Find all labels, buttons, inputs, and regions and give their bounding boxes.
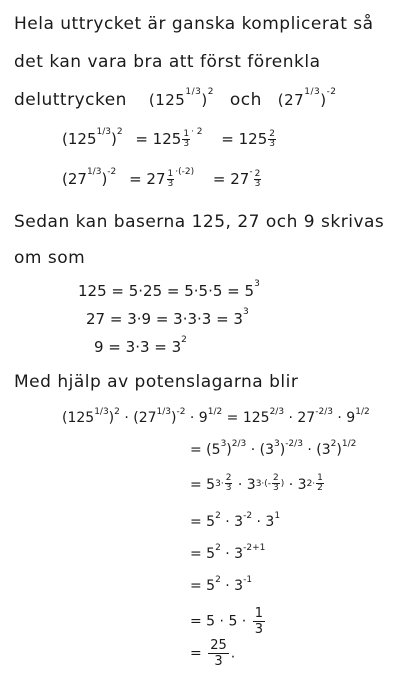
step-6: = $5^2 \cdot 3^{-1}$ [190,575,253,594]
step-4: = $5^2 \cdot 3^{-2} \cdot 3^1$ [190,511,281,530]
step-8: = $\frac{25}{3}$ . [190,638,236,669]
equation-125: $(125^{1/3})^2 = 125$ $\frac{1}{3}$ $^{\cdot 2}$ = 125 $\frac{2}{3}$ [62,127,275,149]
equation-27: $(27^{1/3})^{-2} = 27$ $\frac{1}{3}$ $^{\cdot(-2)}$ = 27- $\frac{2}{3}$ [62,167,261,189]
base-27: $27 = 3\cdot 9 = 3\cdot 3\cdot 3 = 3^3$ [86,307,249,328]
step-5: = $5^2 \cdot 3^{-2+1}$ [190,543,266,562]
step-3: = $5^{3\cdot \frac{2}{3}}$ · $3^{3\cdot(- \frac{2}{3} )} \cdot 3^{2\cdot \frac{1}{2}}$ [190,473,323,493]
bases-line-1: Sedan kan baserna 125, 27 och 9 skrivas [14,212,385,232]
intro-line-2: det kan vara bra att först förenkla [14,52,321,72]
base-9: $9 = 3\cdot 3 = 3^2$ [94,335,187,356]
intro-line-3: deluttrycken $(125^{1/3})^2$ och $(27^{1/3})^{-2}$ [14,87,337,110]
step-2: = $(5^3)^{2/3} \cdot (3^3)^{-2/3} \cdot (3^2)^{1/2}$ [190,439,357,458]
intro-line-1: Hela uttrycket är ganska komplicerat så [14,14,374,34]
bases-line-2: om som [14,248,86,268]
base-125: $125 = 5\cdot 25 = 5\cdot 5\cdot 5 = 5^3$ [78,279,260,300]
step-7: = 5 · 5 · $\frac{1}{3}$ [190,606,263,637]
potens-line: Med hjälp av potenslagarna blir [14,372,299,392]
step-1: $(125^{1/3})^2 \cdot (27^{1/3})^{-2} \cdot 9^{1/2} = 125^{2/3} \cdot 27^{-2/3} \cdot 9^{1/2}$ [62,407,370,426]
